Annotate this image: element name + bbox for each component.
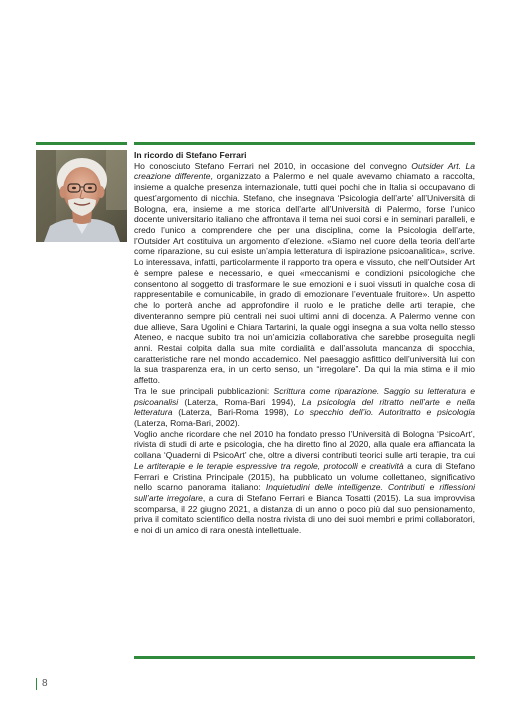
paragraph-2-text: (Laterza, Roma-Bari, 2002). xyxy=(134,417,240,428)
portrait-top-rule xyxy=(36,142,127,145)
page-number-text: 8 xyxy=(42,678,48,689)
paragraph-3-text: Voglio anche ricordare che nel 2010 ha fondato presso l’Università di Bologna ‘PsicoArt’, rivista di studi di arte e psicologia, che ha diretto fino al 2020, alla quale era affiancata la collana ‘Quaderni di PsicoArt’ che, oltre a diversi contributi teorici sulle arti terapie, tra cui xyxy=(134,428,475,461)
paragraph-1-text-cont: , organizzato a Palermo e nel quale avevamo chiamato a raccolta, insieme a qualche presenza internazionale, tutti quei pochi che in Italia si occupavano di quest’argomento di nicchia. Stefano, che insegnava ‘Psicologia dell’arte’ all’Università di Bologna, era, insieme a me storica dell’arte all’Università di Palermo, forse l’unico docente universitario italiano che affrontava il tema nei suoi corsi e in seminari paralleli, e credo l’unico a comprendere che per una disciplina, come la Psicologia dell’arte, l’Outsider Art costituiva un argomento d’elezione. «Siamo nel cuore della teoria dell’arte come riparazione, su cui esiste un’ampia letteratura di ispirazione psicoanalitica», scrive. Lo interessava, infatti, particolarmente il rapporto tra opera e vissuto, che nell’Outsider Art è sempre palese e necessario, e quei «meccanismi e condizioni psicologiche che consentono al soggetto di trasformare le sue emozioni e i suoi vissuti in qualche cosa di rappresentabile e comunicabile, in grado di emozionare l’eventuale fruitore». Un aspetto che lo porterà anche ad approfondire il ruolo e le pratiche delle arti terapie, che diventeranno sempre più centrali nei suoi ultimi anni di docenza. A Palermo venne con due allieve, Sara Ugolini e Chiara Tartarini, la quale oggi insegna a sua volta nello stesso Ateneo, e nacque subito tra noi un’amicizia collaborativa che sarebbe proseguita negli anni. Restai colpita dalla sua mite cordialità e dall’assoluta mancanza di spocchia, caratteristiche rare nel mondo accademico. Nel paesaggio asfittico dell’università lui con la sua trasparenza era, in un certo senso, un “irregolare”. Da qui la mia stima e il mio affetto. xyxy=(134,171,475,386)
paragraph-2-text: (Laterza, Bari-Roma 1998), xyxy=(172,407,295,418)
paragraph-1 xyxy=(134,161,475,386)
publication-title-1: Scrittura come riparazione. Saggio su letteratura e psicoanalisi xyxy=(134,385,475,407)
portrait-photo xyxy=(36,150,127,242)
paragraph-1-title: Outsider Art. La creazione differente xyxy=(134,160,475,182)
article-heading: In ricordo di Stefano Ferrari xyxy=(134,150,247,160)
article-body xyxy=(134,150,475,536)
paragraph-3-text: a cura di Stefano Ferrari e Cristina Principale (2015), ha pubblicato un volume collettaneo, significativo nello scarno panorama italiano: xyxy=(134,460,475,493)
paragraph-3-text: , a cura di Stefano Ferrari e Bianca Tosatti (2015). La sua improvvisa scomparsa, il 22 giugno 2021, a distanza di un anno o poco più dal suo pensionamento, priva il comitato scientifico della nostra rivista di uno dei suoi membri e primi collaboratori, e noi di un amico di rara onestà intellettuale. xyxy=(134,493,475,536)
paragraph-1-text: Ho conosciuto Stefano Ferrari nel 2010, in occasione del convegno xyxy=(134,160,412,171)
publication-title-3: Lo specchio dell’io. Autoritratto e psicologia xyxy=(294,407,476,418)
paragraph-2 xyxy=(134,386,475,429)
publication-title-2: La psicologia del ritratto nell’arte e nella letteratura xyxy=(134,396,475,418)
paragraph-2-text: Tra le sue principali pubblicazioni: xyxy=(134,385,274,396)
article-bottom-rule xyxy=(134,656,475,659)
publication-title-5: Inquietudini delle intelligenze. Contributi e riflessioni sull’arte irregolare xyxy=(134,482,476,503)
paragraph-2-text: (Laterza, Roma-Bari 1994), xyxy=(178,396,302,407)
article-top-rule xyxy=(134,142,475,145)
page-number xyxy=(36,677,56,691)
publication-title-4: Le artiterapie e le terapie espressive tra regole, protocolli e creatività xyxy=(134,460,404,471)
paragraph-3 xyxy=(134,429,475,536)
